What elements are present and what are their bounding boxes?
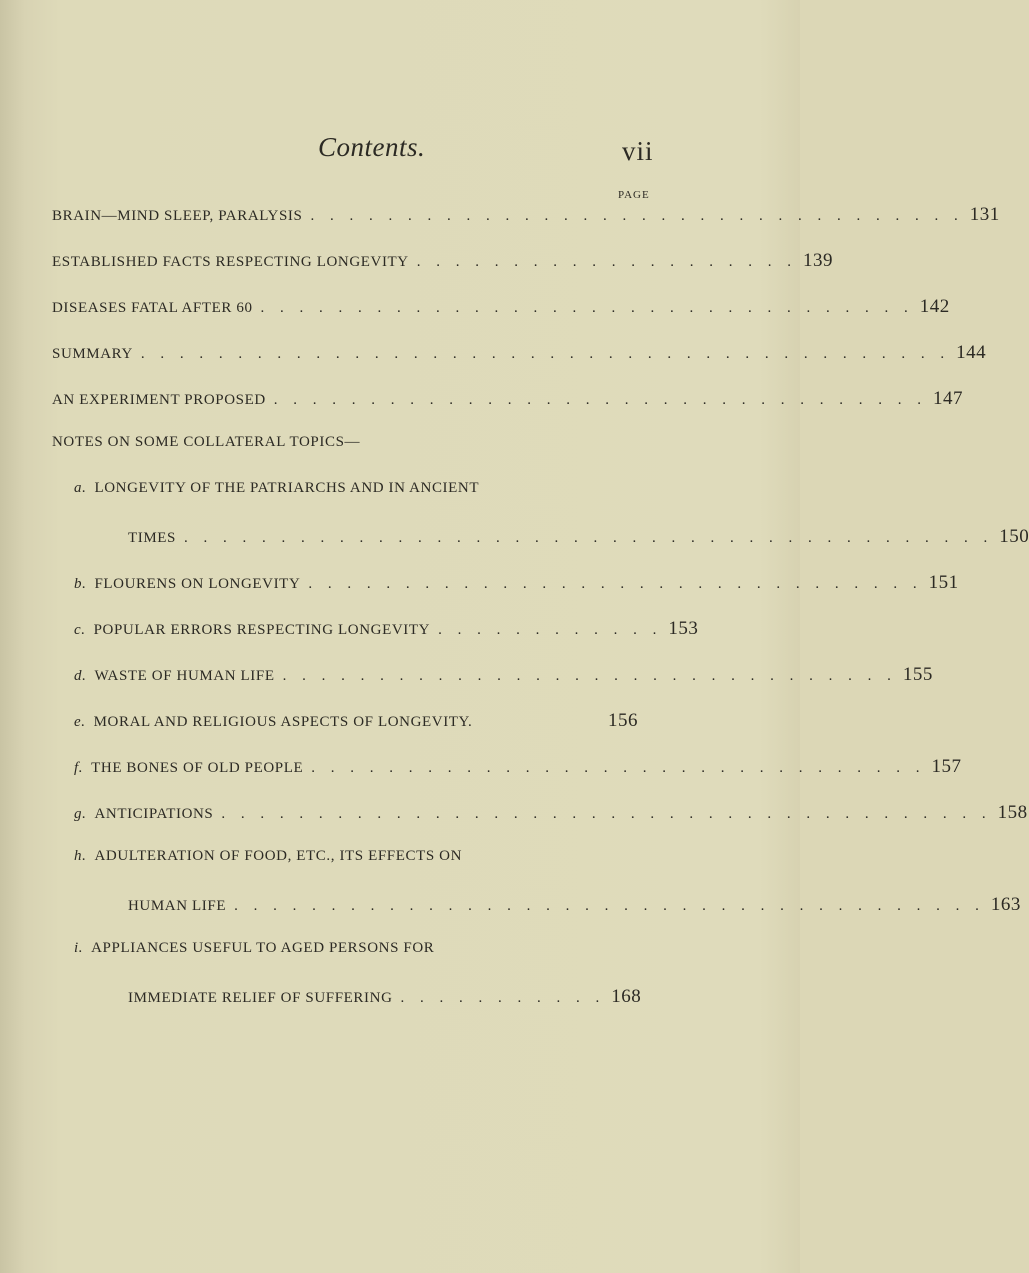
note-letter: e. [74,714,86,730]
leader-dots: . . . . . . . . . . . . . . . . . . . . . . . . . . . . . . . . . . [260,300,914,316]
toc-entry [52,250,833,276]
toc-entry-page: 131 [969,204,1000,225]
note-title-line1: ADULTERATION OF FOOD, ETC., ITS EFFECTS ON [94,848,463,864]
note-entry [74,710,638,736]
note-page: 163 [990,894,1021,915]
toc-entry-page: 142 [919,296,950,317]
leader-dots: . . . . . . . . . . . . . . . . . . . . [416,254,797,270]
toc-entry-title: SUMMARY [52,346,133,362]
toc-entry-page: 139 [803,250,833,271]
note-page: 158 [997,802,1028,823]
toc-entry-title: AN EXPERIMENT PROPOSED [52,392,266,408]
note-title-line1: APPLIANCES USEFUL TO AGED PERSONS FOR [91,940,435,956]
note-entry [74,572,959,598]
note-title: ANTICIPATIONS [94,806,214,822]
note-title: THE BONES OF OLD PEOPLE [91,760,304,776]
note-page: 153 [668,618,699,639]
page-column-label: PAGE [618,189,650,201]
note-title: WASTE OF HUMAN LIFE [94,668,275,684]
note-page: 151 [928,572,959,593]
note-entry-continuation [128,986,642,1012]
toc-entry [52,388,964,414]
leader-dots: . . . . . . . . . . . . . . . . . . . . . . . . . . . . . . . . [311,760,926,776]
toc-entry-page: 147 [933,388,964,409]
running-title: Contents. [318,132,426,162]
note-entry [74,802,1028,828]
note-letter: a. [74,480,87,496]
note-title: POPULAR ERRORS RESPECTING LONGEVITY [93,622,431,638]
note-entry [74,618,699,644]
toc-entry-title: DISEASES FATAL AFTER 60 [52,300,253,316]
note-title-line2: HUMAN LIFE [128,898,227,914]
toc-entry-title: BRAIN—MIND SLEEP, PARALYSIS [52,208,303,224]
leader-dots: . . . . . . . . . . . . . . . . . . . . . . . . . . . . . . . . . . [273,392,928,408]
note-entry [74,848,638,874]
leader-dots: . . . . . . . . . . . . [438,622,663,638]
leader-dots: . . . . . . . . . . . [400,990,606,1006]
note-page: 157 [931,756,962,777]
note-entry [74,756,962,782]
toc-entry-title: ESTABLISHED FACTS RESPECTING LONGEVITY [52,254,409,270]
note-entry [74,664,933,690]
leader-dots: . . . . . . . . . . . . . . . . . . . . . . . . . . . . . . . . . . [310,208,964,224]
note-entry [74,940,638,966]
note-letter: b. [74,576,87,592]
note-letter: f. [74,760,84,776]
note-title: FLOURENS ON LONGEVITY [94,576,301,592]
toc-entry-page: 144 [956,342,987,363]
note-title-line1: LONGEVITY OF THE PATRIARCHS AND IN ANCIENT [94,480,480,496]
note-page: 155 [902,664,933,685]
note-letter: c. [74,622,86,638]
leader-dots: . . . . . . . . . . . . . . . . . . . . . . . . . . . . . . . . [308,576,923,592]
note-letter: h. [74,848,87,864]
note-title-line2: IMMEDIATE RELIEF OF SUFFERING [128,990,393,1006]
leader-dots: . . . . . . . . . . . . . . . . . . . . . . . . . . . . . . . . . . . . . . . [234,898,985,914]
toc-entry [52,342,987,368]
note-page: 156 [608,710,638,731]
note-page: 150 [999,526,1029,547]
leader-dots: . . . . . . . . . . . . . . . . . . . . . . . . . . . . . . . . . . . . . . . . [221,806,992,822]
leader-dots: . . . . . . . . . . . . . . . . . . . . . . . . . . . . . . . . [282,668,897,684]
note-title-line2: TIMES [128,530,176,546]
note-letter: g. [74,806,87,822]
leader-dots: . . . . . . . . . . . . . . . . . . . . . . . . . . . . . . . . . . . . . . . . . . [140,346,951,362]
note-entry-continuation [128,526,1029,552]
note-title: MORAL AND RELIGIOUS ASPECTS OF LONGEVITY. [93,714,473,730]
note-page: 168 [611,986,642,1007]
note-letter: d. [74,668,87,684]
page-number: vii [622,136,654,166]
notes-heading: NOTES ON SOME COLLATERAL TOPICS— [52,434,361,450]
toc-entry [52,204,1000,230]
page-header [0,132,800,182]
note-entry [74,480,638,506]
toc-entry [52,296,950,322]
note-letter: i. [74,940,84,956]
note-entry-continuation [128,894,1021,920]
leader-dots: . . . . . . . . . . . . . . . . . . . . . . . . . . . . . . . . . . . . . . . . . . [184,530,994,546]
